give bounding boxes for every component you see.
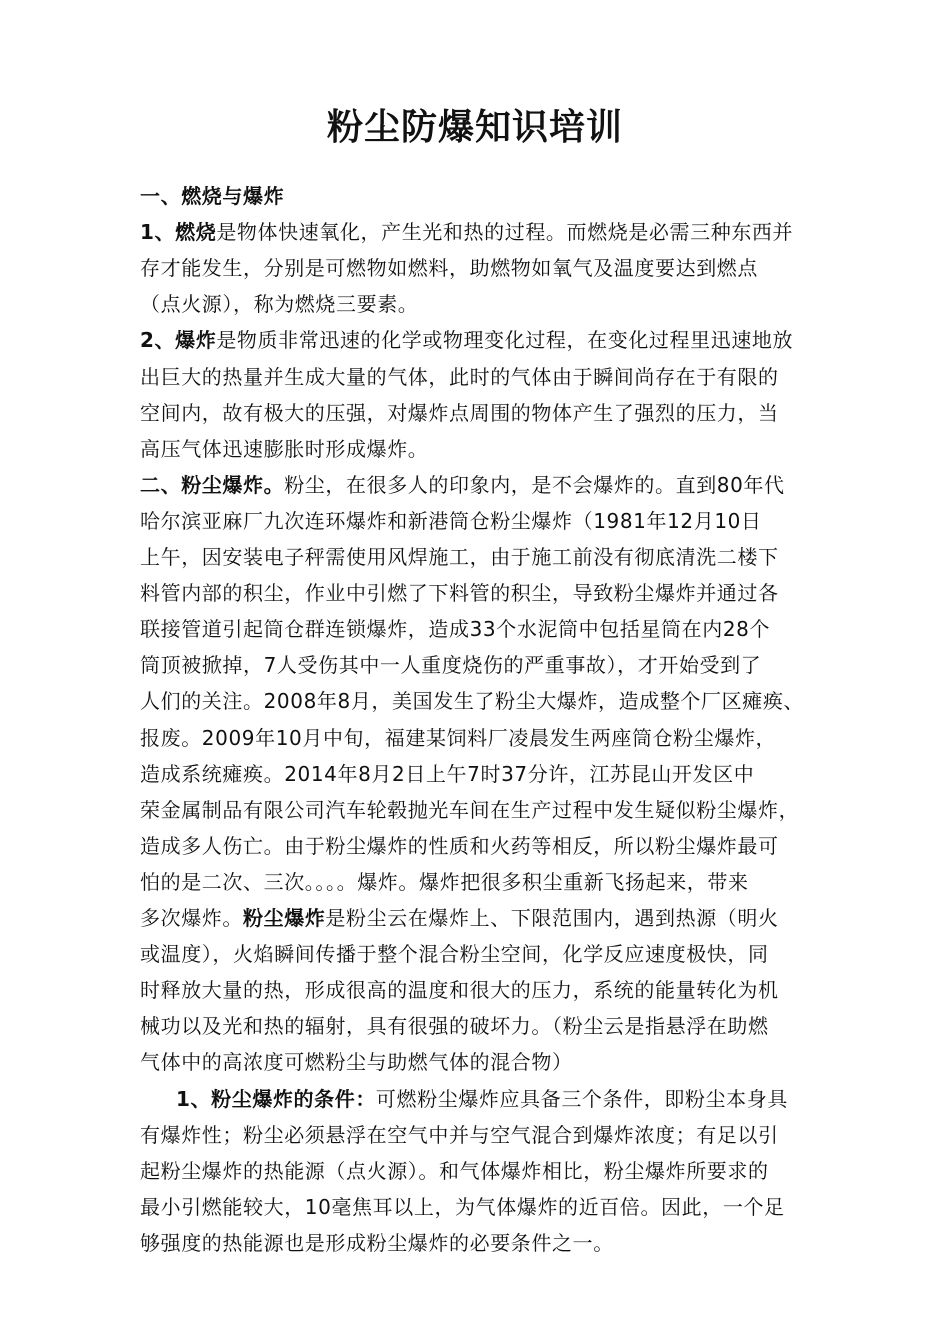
text-line [140,792,799,828]
text-line [140,467,785,503]
text-segment: 料管内部的积尘，作业中引燃了下料管的积尘，导致粉尘爆炸并通过各 [140,581,779,605]
text-segment: 报废。2009年10月中旬，福建某饲料厂凌晨发生两座筒仓粉尘爆炸， [140,726,777,750]
text-segment: 可燃粉尘爆炸应具备三个条件，即粉尘本身具 [375,1087,788,1111]
text-line [140,359,779,395]
text-segment: 有爆炸性；粉尘必须悬浮在空气中并与空气混合到爆炸浓度；有足以引 [140,1123,779,1147]
bold-text-segment: 二、粉尘爆炸。 [140,473,285,497]
text-line [140,575,779,611]
text-segment: 上午，因安装电子秤需使用风焊施工，由于施工前没有彻底清洗二楼下 [140,545,779,569]
text-line [140,503,762,539]
text-line [140,900,779,936]
text-segment: 或温度），火焰瞬间传播于整个混合粉尘空间，化学反应速度极快，同 [140,942,769,966]
text-segment: 气体中的高浓度可燃粉尘与助燃气体的混合物） [140,1050,573,1074]
text-segment: 是物质非常迅速的化学或物理变化过程，在变化过程里迅速地放 [216,328,794,352]
text-line [140,1117,779,1153]
text-line [140,250,758,286]
document-title: 粉尘防爆知识培训 [326,107,623,148]
text-line [140,539,779,575]
text-line [140,1225,614,1261]
text-segment: 是粉尘云在爆炸上、下限范围内，遇到热源（明火 [325,906,779,930]
text-segment: 起粉尘爆炸的热能源（点火源）。和气体爆炸相比，粉尘爆炸所要求的 [140,1159,769,1183]
text-line [140,972,779,1008]
text-line [140,214,793,250]
text-line [140,1189,785,1225]
bold-text-segment: 1、燃烧 [140,220,217,244]
text-segment: 怕的是二次、三次。。。。爆炸。爆炸把很多积尘重新飞扬起来，带来 [140,870,749,894]
text-line [140,1153,769,1189]
text-line [140,828,779,864]
text-segment: （点火源），称为燃烧三要素。 [140,292,419,316]
text-segment: 械功以及光和热的辐射，具有很强的破坏力。（粉尘云是指悬浮在助燃 [140,1014,769,1038]
text-segment: 时释放大量的热，形成很高的温度和很大的压力，系统的能量转化为机 [140,978,779,1002]
text-segment: 联接管道引起筒仓群连锁爆炸，造成33个水泥筒中包括星筒在内28个 [140,617,771,641]
bold-text-segment: 粉尘爆炸 [243,906,326,930]
text-line [140,756,754,792]
text-segment: 是物体快速氧化，产生光和热的过程。而燃烧是必需三种东西并 [216,220,794,244]
text-segment: 存才能发生，分别是可燃物如燃料，助燃物如氧气及温度要达到燃点 [140,256,758,280]
text-segment: 高压气体迅速膨胀时形成爆炸。 [140,437,429,461]
text-line [140,395,779,431]
text-line [140,431,428,467]
text-line [140,683,804,719]
text-segment: 多次爆炸。 [140,906,243,930]
text-segment: 造成多人伤亡。由于粉尘爆炸的性质和火药等相反，所以粉尘爆炸最可 [140,834,779,858]
text-segment: 出巨大的热量并生成大量的气体，此时的气体由于瞬间尚存在于有限的 [140,365,779,389]
text-line [140,286,418,322]
text-segment: 筒顶被掀掉，7人受伤其中一人重度烧伤的严重事故），才开始受到了 [140,653,762,677]
text-segment: 人们的关注。2008年8月，美国发生了粉尘大爆炸，造成整个厂区瘫痪、 [140,689,805,713]
text-segment: 空间内，故有极大的压强，对爆炸点周围的物体产生了强烈的压力，当 [140,401,779,425]
text-line [140,1008,769,1044]
text-segment: 粉尘，在很多人的印象内，是不会爆炸的。直到80年代 [284,473,785,497]
text-segment: 够强度的热能源也是形成粉尘爆炸的必要条件之一。 [140,1231,614,1255]
bold-text-segment: 一、燃烧与爆炸 [140,184,285,208]
text-line [140,864,749,900]
text-line [140,611,770,647]
text-segment: 哈尔滨亚麻厂九次连环爆炸和新港筒仓粉尘爆炸（1981年12月10日 [140,509,762,533]
text-line [140,178,284,214]
bold-text-segment: 2、爆炸 [140,328,217,352]
text-segment: 荣金属制品有限公司汽车轮毂抛光车间在生产过程中发生疑似粉尘爆炸， [140,798,800,822]
text-line [176,1081,788,1117]
bold-text-segment: 1、粉尘爆炸的条件： [176,1087,376,1111]
text-segment: 最小引燃能较大，10毫焦耳以上，为气体爆炸的近百倍。因此，一个足 [140,1195,785,1219]
text-line [140,720,776,756]
text-segment: 造成系统瘫痪。2014年8月2日上午7时37分许，江苏昆山开发区中 [140,762,755,786]
text-line [140,647,761,683]
text-line [140,1044,573,1080]
text-line [140,936,769,972]
text-line [140,322,793,358]
